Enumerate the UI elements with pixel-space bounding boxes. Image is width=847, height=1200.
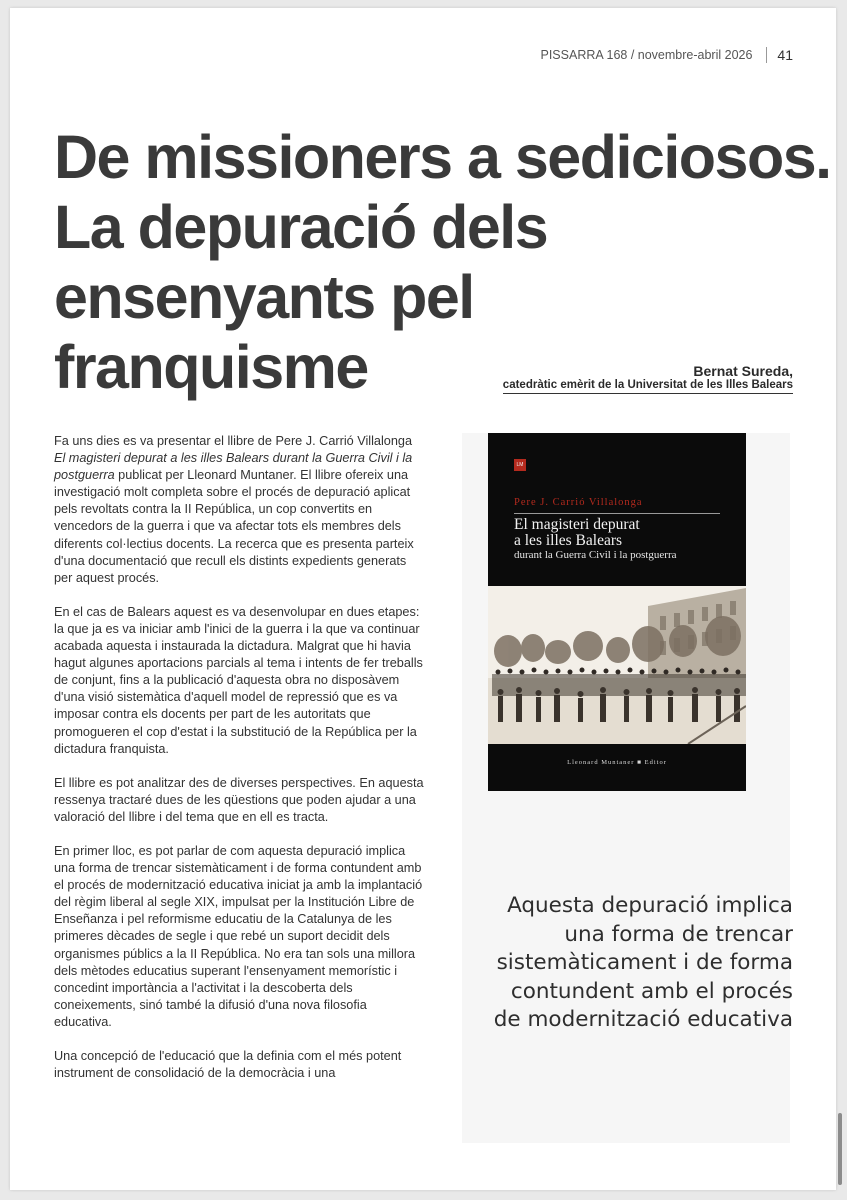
- body-paragraph: En primer lloc, es pot parlar de com aquesta depuració implica una forma de trencar sistemàticament i de forma contundent amb el procés de modernització educativa iniciat ja amb la implantació del règim liberal al segle XIX, impulsat per la Institución Libre de Enseñanza i pel reformisme educatiu de la Catalunya de les primeres dècades de segle i que rebé un suport decidit dels organismes públics a la II República. No era tan sols una millora dels mètodes educatius superant l'ensenyament memorístic i concedint importància a l'activitat i la descoberta dels coneixements, sinó també la difusió d'una nova filosofia educativa.: [54, 843, 423, 1029]
- body-paragraph: [54, 433, 424, 587]
- cover-photo-crowd: [488, 586, 746, 744]
- article-title: [54, 122, 831, 402]
- author-name: Bernat Sureda,: [693, 363, 793, 379]
- cover-subtitle: durant la Guerra Civil i la postguerra: [514, 549, 677, 561]
- page-header: [541, 47, 794, 63]
- title-line: ensenyants pel: [54, 263, 474, 331]
- book-title-italic: El magisteri depurat a les illes Balears durant la Guerra Civil i la postguerra: [54, 451, 413, 483]
- author-byline: [503, 363, 793, 394]
- scrollbar-thumb[interactable]: [838, 1113, 842, 1185]
- magazine-page: [10, 8, 836, 1190]
- cover-title: [514, 517, 640, 549]
- page-number: 41: [777, 47, 793, 63]
- body-paragraph: El llibre es pot analitzar des de diverses perspectives. En aquesta ressenya tractaré dues de les qüestions que poden ajudar a una valoració del llibre i del tema que en ell es tracta.: [54, 775, 424, 824]
- article-body: [54, 433, 424, 1099]
- crowd-photo-illustration: [488, 586, 746, 744]
- title-line: La depuració dels: [54, 193, 548, 261]
- body-paragraph: En el cas de Balears aquest es va desenvolupar en dues etapes: la que ja es va iniciar amb l'inici de la guerra i la que va continuar acabada aquesta i instaurada la dictadura. Malgrat que hi havia hagut algunes aportacions parcials al tema i intents de fer treballs de conjunt, fins a la publicació d'aquesta obra no disposàvem d'una visió sistemàtica d'aquell model de repressió que es va imposar contra els docents per part de les autoritats que promogueren el cop d'estat i la substitució de la República per la dictadura franquista.: [54, 604, 423, 756]
- paragraph-text: Fa uns dies es va presentar el llibre de Pere J. Carrió Villalonga: [54, 434, 413, 448]
- publication-info: PISSARRA 168 / novembre-abril 2026: [540, 48, 753, 62]
- cover-publisher: Lleonard Muntaner ■ Editor: [567, 759, 667, 766]
- body-paragraph: Una concepció de l'educació que la definia com el més potent instrument de consolidació de la democràcia i una: [54, 1049, 402, 1081]
- pull-quote: Aquesta depuració implica una forma de trencar sistemàticament i de forma contundent amb el procés de modernització educativa: [493, 893, 793, 1032]
- book-cover-image: [488, 433, 746, 791]
- cover-title-line: El magisteri depurat: [514, 516, 640, 533]
- publisher-badge: LM: [514, 459, 526, 471]
- title-line: franquisme: [54, 333, 368, 401]
- cover-author: Pere J. Carrió Villalonga: [514, 497, 643, 508]
- cover-rule: [514, 513, 720, 514]
- cover-title-line: a les illes Balears: [514, 532, 623, 549]
- author-role: catedràtic emèrit de la Universitat de les Illes Balears: [503, 379, 793, 394]
- title-line: De missioners a sediciosos.: [54, 123, 831, 191]
- header-divider: [766, 47, 767, 63]
- paragraph-text: publicat per Lleonard Muntaner. El llibre ofereix una investigació molt completa sobre el procés de depuració aplicat pels revoltats contra la II República, un cop convertits en vencedors de la guerra i que va afectar tots els membres dels diferents col·lectius docents. La recerca que es presenta parteix d'una documentació que recull els distints expedients generats per aquest procés.: [54, 468, 414, 585]
